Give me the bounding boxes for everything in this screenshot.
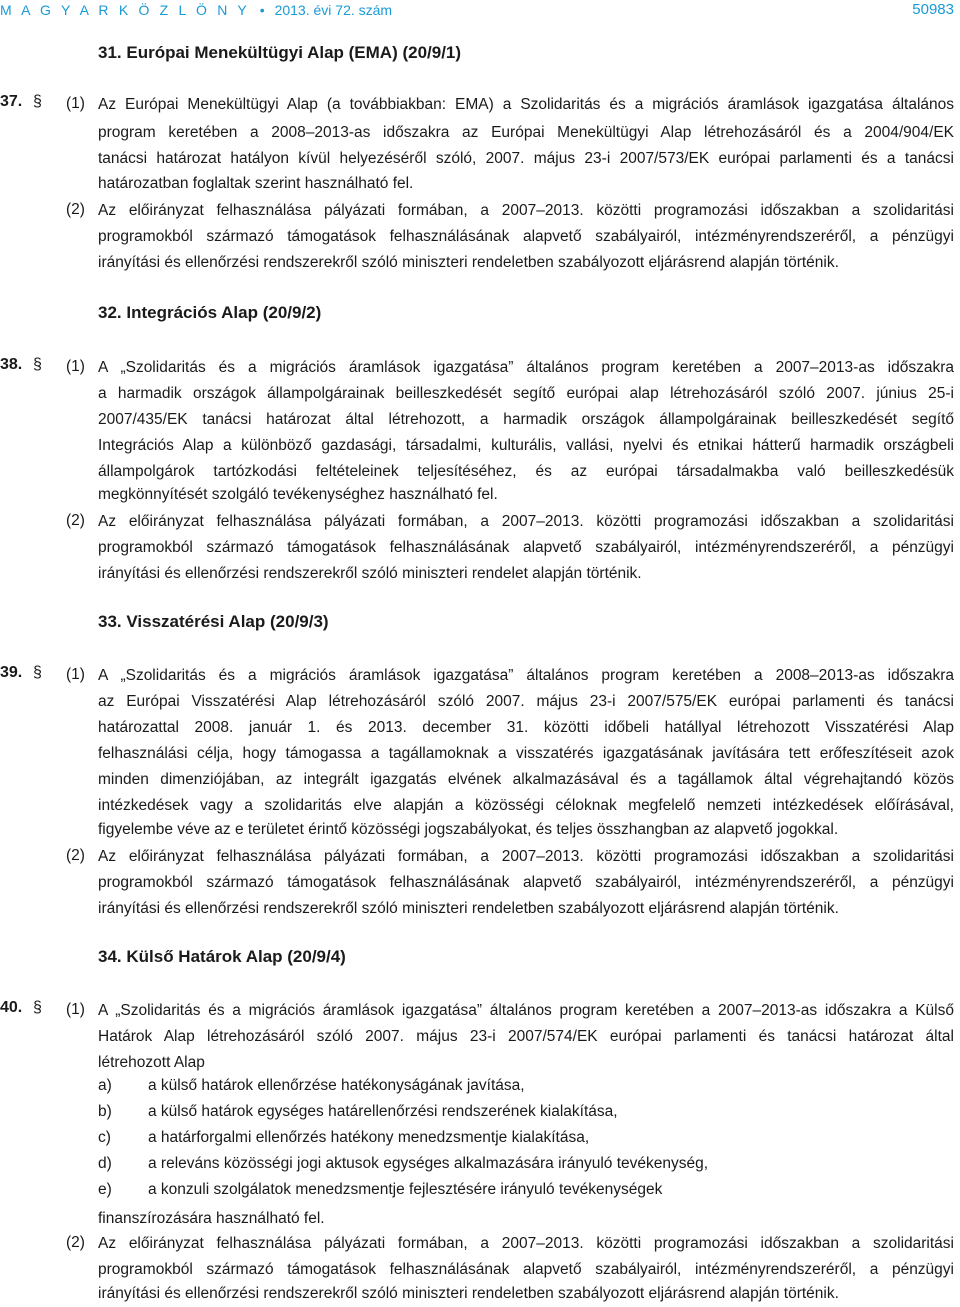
subsection-label: (1) (66, 1001, 85, 1018)
subsection-label: (1) (66, 666, 85, 683)
subsection-label: (2) (66, 847, 85, 864)
text-line: Az előirányzat felhasználása pályázati formában, a 2007–2013. közötti programozási időszakban a szolidaritási (98, 848, 954, 865)
text-line: figyelembe véve az e területet érintő közösségi jogszabályokat, és teljes összhangban az alapvető jogokkal. (98, 821, 839, 838)
text-line: Az előirányzat felhasználása pályázati formában, a 2007–2013. közötti programozási időszakban a szolidaritási (98, 202, 954, 219)
text-line: határozatban foglaltak szerint használható fel. (98, 175, 414, 192)
section-title: 34. Külső Határok Alap (20/9/4) (98, 947, 346, 966)
text-line: 2007/435/EK tanácsi határozat által létrehozott, a harmadik országok állampolgárainak beilleszkedését segítő (98, 411, 954, 428)
text-line: állampolgárok tartózkodási feltételeinek teljesítéséhez, és az európai társadalmakba való beilleszkedésük (98, 463, 954, 480)
list-item-letter: b) (98, 1103, 112, 1120)
subsection-label: (1) (66, 95, 85, 112)
text-line: Integrációs Alap a különböző gazdasági, társadalmi, kulturális, vallási, nyelvi és etnikai hátterű harmadik országbeli (98, 437, 954, 454)
section-title: 32. Integrációs Alap (20/9/2) (98, 303, 322, 322)
list-item-letter: e) (98, 1181, 112, 1198)
text-line: minden dimenziójában, az integrált igazgatás elvének alkalmazásával és a tagállamok által végrehajtandó közös (98, 771, 954, 788)
text-line: programokból származó támogatások felhasználásának alapvető szabályairól, intézményrendszeréről, a pénzügyi (98, 539, 954, 556)
text-line: A „Szolidaritás és a migrációs áramlások igazgatása” általános program keretében a 2007–2013-as időszakra a Külső (98, 1002, 954, 1019)
list-item: a külső határok egységes határellenőrzési rendszerének kialakítása, (148, 1103, 618, 1120)
text-line: határozattal 2008. január 1. és 2013. december 31. közötti időbeli hatállyal létrehozott Visszatérési Alap (98, 719, 954, 736)
text-line: tanácsi határozat hatályon kívül helyezéséről szóló, 2007. május 23-i 2007/573/EK európai parlamenti és a tanácsi (98, 150, 954, 167)
subsection-label: (2) (66, 1234, 85, 1251)
paragraph-number: 39. (0, 664, 23, 681)
page-number: 50983 (912, 1, 954, 18)
list-item: a releváns közösségi jogi aktusok egységes alkalmazására irányuló tevékenység, (148, 1155, 709, 1172)
text-line: irányítási és ellenőrzési rendszerekről szóló miniszteri rendelet alapján történik. (98, 565, 642, 582)
text-line: az Európai Visszatérési Alap létrehozásáról szóló 2007. május 23-i 2007/575/EK európai parlamenti és tanácsi (98, 693, 954, 710)
list-item: a konzuli szolgálatok menedzsmentje fejlesztésére irányuló tevékenységek (148, 1181, 663, 1198)
text-line: programokból származó támogatások felhasználásának alapvető szabályairól, intézményrendszeréről, a pénzügyi (98, 228, 954, 245)
text-line: irányítási és ellenőrzési rendszerekről szóló miniszteri rendeletben szabályozott eljárásrend alapján történik. (98, 900, 839, 917)
section-title: 31. Európai Menekültügyi Alap (EMA) (20/9/1) (98, 43, 462, 62)
text-line: a harmadik országok állampolgárainak beilleszkedését segítő európai alap létrehozásáról szóló 2007. június 25-i (98, 385, 954, 402)
subsection-label: (2) (66, 512, 85, 529)
list-item-letter: a) (98, 1077, 112, 1094)
list-item: a külső határok ellenőrzése hatékonyságának javítása, (148, 1077, 525, 1094)
list-item: a határforgalmi ellenőrzés hatékony menedzsmentje kialakítása, (148, 1129, 590, 1146)
paragraph-number: 38. (0, 356, 23, 373)
paragraph-number: 40. (0, 999, 23, 1016)
header-left (0, 2, 392, 18)
text-line: Határok Alap létrehozásáról szóló 2007. május 23-i 2007/574/EK európai parlamenti és tanácsi határozat által (98, 1028, 954, 1045)
text-line: A „Szolidaritás és a migrációs áramlások igazgatása” általános program keretében a 2007–2013-as időszakra (98, 359, 954, 376)
text-line: programokból származó támogatások felhasználásának alapvető szabályairól, intézményrendszeréről, a pénzügyi (98, 874, 954, 891)
subsection-label: (2) (66, 201, 85, 218)
section-title: 33. Visszatérési Alap (20/9/3) (98, 612, 329, 631)
text-line: irányítási és ellenőrzési rendszerekről szóló miniszteri rendeletben szabályozott eljárásrend alapján történik. (98, 254, 839, 271)
list-item-letter: d) (98, 1155, 112, 1172)
magazine-name: M A G Y A R K Ö Z L Ö N Y (0, 2, 250, 18)
text-line: Az előirányzat felhasználása pályázati formában, a 2007–2013. közötti programozási időszakban a szolidaritási (98, 513, 954, 530)
paragraph-number: 37. (0, 93, 23, 110)
paragraph-sign: § (33, 664, 42, 681)
text-line: létrehozott Alap (98, 1054, 205, 1071)
paragraph-sign: § (33, 93, 42, 110)
issue-label: 2013. évi 72. szám (274, 2, 393, 18)
list-item-letter: c) (98, 1129, 111, 1146)
text-line: Az előirányzat felhasználása pályázati formában, a 2007–2013. közötti programozási időszakban a szolidaritási (98, 1235, 954, 1252)
text-line: intézkedések vagy a szolidaritás elve alapján a közösségi céloknak megfelelő nemzeti intézkedések előírásával, (98, 797, 954, 814)
text-line: program keretében a 2008–2013-as időszakra az Európai Menekültügyi Alap létrehozásáról és a 2004/904/EK (98, 124, 954, 141)
text-line: finanszírozására használható fel. (98, 1210, 325, 1227)
text-line: irányítási és ellenőrzési rendszerekről szóló miniszteri rendeletben szabályozott eljárásrend alapján történik. (98, 1285, 839, 1302)
subsection-label: (1) (66, 358, 85, 375)
text-line: felhasználási célja, hogy támogassa a tagállamoknak a visszatérés igazgatásának javítására tett erőfeszítéseit azok (98, 745, 954, 762)
text-line: programokból származó támogatások felhasználásának alapvető szabályairól, intézményrendszeréről, a pénzügyi (98, 1261, 954, 1278)
text-line: megkönnyítését szolgáló tevékenységhez használható fel. (98, 486, 498, 503)
header-bullet: • (259, 2, 265, 18)
text-line: Az Európai Menekültügyi Alap (a továbbiakban: EMA) a Szolidaritás és a migrációs áramlások igazgatása általános (98, 96, 954, 113)
text-line: A „Szolidaritás és a migrációs áramlások igazgatása” általános program keretében a 2008–2013-as időszakra (98, 667, 954, 684)
paragraph-sign: § (33, 356, 42, 373)
paragraph-sign: § (33, 999, 42, 1016)
